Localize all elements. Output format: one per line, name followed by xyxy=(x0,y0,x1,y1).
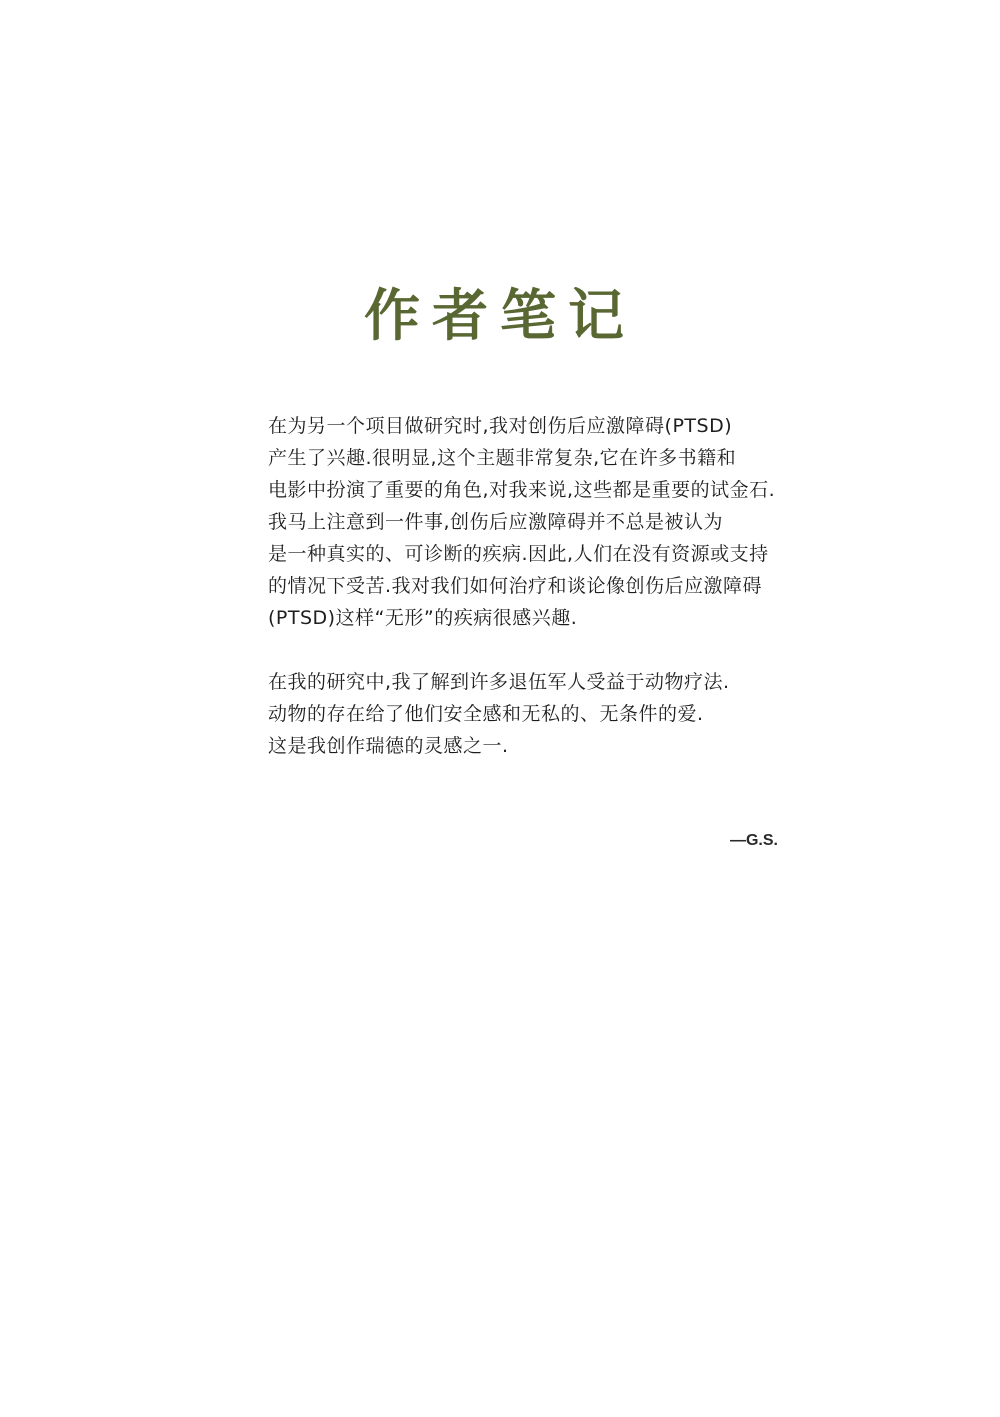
text-line: 我马上注意到一件事,创伤后应激障碍并不总是被认为 xyxy=(268,511,724,533)
text-line: 是一种真实的、可诊断的疾病.因此,人们在没有资源或支持 xyxy=(268,543,769,565)
paragraph-2 xyxy=(268,666,828,762)
text-line: 的情况下受苦.我对我们如何治疗和谈论像创伤后应激障碍 xyxy=(268,575,763,597)
page-title: 作者笔记 xyxy=(364,284,636,349)
text-line: 动物的存在给了他们安全感和无私的、无条件的爱. xyxy=(268,703,704,725)
text-line: 在为另一个项目做研究时,我对创伤后应激障碍(PTSD) xyxy=(268,415,733,437)
text-line: 这是我创作瑞德的灵感之一. xyxy=(268,735,509,757)
paragraph-1 xyxy=(268,410,828,634)
text-line: 在我的研究中,我了解到许多退伍军人受益于动物疗法. xyxy=(268,671,730,693)
text-line: (PTSD)这样“无形”的疾病很感兴趣. xyxy=(268,607,578,629)
author-note-body xyxy=(268,410,828,762)
author-signature: —G.S. xyxy=(729,832,778,849)
text-line: 电影中扮演了重要的角色,对我来说,这些都是重要的试金石. xyxy=(268,479,776,501)
text-line: 产生了兴趣.很明显,这个主题非常复杂,它在许多书籍和 xyxy=(268,447,737,469)
